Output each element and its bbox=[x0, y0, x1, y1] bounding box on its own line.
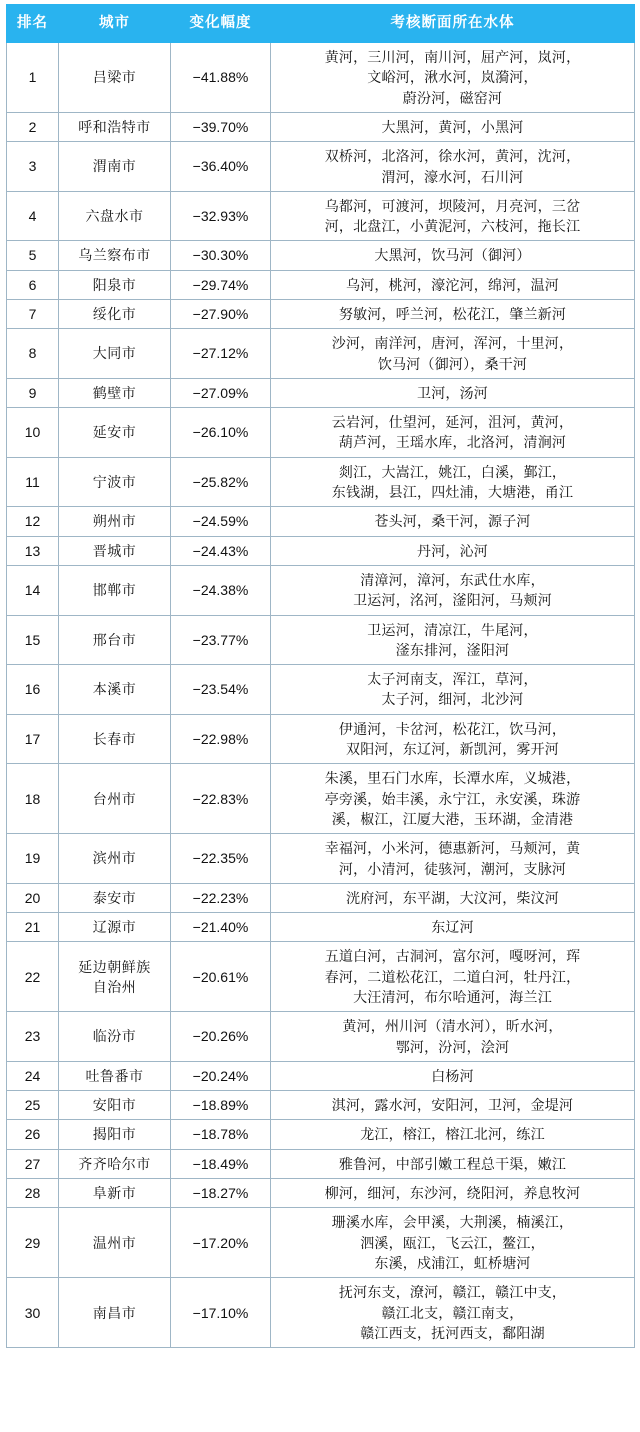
cell-change: −18.78% bbox=[171, 1120, 271, 1149]
table-row bbox=[7, 1061, 635, 1090]
cell-city: 呼和浩特市 bbox=[59, 112, 171, 141]
cell-change: −25.82% bbox=[171, 457, 271, 507]
cell-change: −27.09% bbox=[171, 378, 271, 407]
table-row bbox=[7, 834, 635, 884]
cell-change: −22.23% bbox=[171, 883, 271, 912]
cell-change: −32.93% bbox=[171, 191, 271, 241]
cell-rank: 27 bbox=[7, 1149, 59, 1178]
table-row bbox=[7, 1091, 635, 1120]
cell-water-body: 云岩河，仕望河，延河，沮河，黄河， 葫芦河，王瑶水库，北洛河，清涧河 bbox=[271, 408, 635, 458]
cell-change: −21.40% bbox=[171, 913, 271, 942]
table-row bbox=[7, 665, 635, 715]
cell-change: −30.30% bbox=[171, 241, 271, 270]
cell-change: −20.26% bbox=[171, 1012, 271, 1062]
cell-change: −20.61% bbox=[171, 942, 271, 1012]
table-row bbox=[7, 942, 635, 1012]
water-quality-rank-table bbox=[6, 4, 635, 1348]
cell-rank: 24 bbox=[7, 1061, 59, 1090]
cell-city: 吐鲁番市 bbox=[59, 1061, 171, 1090]
table-row bbox=[7, 615, 635, 665]
cell-city: 长春市 bbox=[59, 714, 171, 764]
cell-water-body: 卫河，汤河 bbox=[271, 378, 635, 407]
cell-water-body: 沙河，南洋河，唐河，浑河，十里河， 饮马河（御河），桑干河 bbox=[271, 329, 635, 379]
cell-rank: 18 bbox=[7, 764, 59, 834]
cell-change: −26.10% bbox=[171, 408, 271, 458]
column-header-change: 变化幅度 bbox=[171, 5, 271, 43]
cell-rank: 13 bbox=[7, 536, 59, 565]
cell-city: 温州市 bbox=[59, 1208, 171, 1278]
cell-change: −24.38% bbox=[171, 565, 271, 615]
cell-change: −18.89% bbox=[171, 1091, 271, 1120]
table-row bbox=[7, 241, 635, 270]
cell-change: −24.59% bbox=[171, 507, 271, 536]
table-row bbox=[7, 714, 635, 764]
table-row bbox=[7, 565, 635, 615]
cell-rank: 28 bbox=[7, 1179, 59, 1208]
cell-water-body: 珊溪水库，会甲溪，大荆溪，楠溪江， 泗溪，瓯江，飞云江，鳌江， 东溪，戍浦江，虹桥塘河 bbox=[271, 1208, 635, 1278]
cell-water-body: 五道白河，古洞河，富尔河，嘎呀河，珲 春河，二道松花江，二道白河，牡丹江， 大汪清河，布尔哈通河，海兰江 bbox=[271, 942, 635, 1012]
cell-change: −41.88% bbox=[171, 43, 271, 113]
table-row bbox=[7, 507, 635, 536]
cell-city: 晋城市 bbox=[59, 536, 171, 565]
table-row bbox=[7, 1149, 635, 1178]
cell-city: 揭阳市 bbox=[59, 1120, 171, 1149]
cell-rank: 30 bbox=[7, 1278, 59, 1348]
cell-rank: 21 bbox=[7, 913, 59, 942]
cell-rank: 14 bbox=[7, 565, 59, 615]
table-row bbox=[7, 43, 635, 113]
cell-rank: 1 bbox=[7, 43, 59, 113]
cell-water-body: 朱溪，里石门水库，长潭水库，义城港， 亭旁溪，始丰溪，永宁江，永安溪，珠游 溪，椒江，江厦大港，玉环湖，金清港 bbox=[271, 764, 635, 834]
cell-rank: 9 bbox=[7, 378, 59, 407]
table-row bbox=[7, 142, 635, 192]
table-row bbox=[7, 1012, 635, 1062]
cell-rank: 20 bbox=[7, 883, 59, 912]
cell-change: −22.83% bbox=[171, 764, 271, 834]
cell-water-body: 抚河东支，潦河，赣江，赣江中支， 赣江北支，赣江南支， 赣江西支，抚河西支，鄱阳湖 bbox=[271, 1278, 635, 1348]
cell-city: 延安市 bbox=[59, 408, 171, 458]
cell-city: 齐齐哈尔市 bbox=[59, 1149, 171, 1178]
cell-water-body: 白杨河 bbox=[271, 1061, 635, 1090]
cell-change: −29.74% bbox=[171, 270, 271, 299]
table-row bbox=[7, 408, 635, 458]
cell-city: 邯郸市 bbox=[59, 565, 171, 615]
cell-water-body: 大黑河，黄河，小黑河 bbox=[271, 112, 635, 141]
table-header bbox=[7, 5, 635, 43]
cell-water-body: 大黑河，饮马河（御河） bbox=[271, 241, 635, 270]
cell-rank: 26 bbox=[7, 1120, 59, 1149]
table-body bbox=[7, 43, 635, 1348]
table-row bbox=[7, 191, 635, 241]
cell-city: 绥化市 bbox=[59, 299, 171, 328]
table-row bbox=[7, 536, 635, 565]
table-row bbox=[7, 1120, 635, 1149]
cell-change: −18.49% bbox=[171, 1149, 271, 1178]
cell-city: 阜新市 bbox=[59, 1179, 171, 1208]
cell-city: 本溪市 bbox=[59, 665, 171, 715]
cell-change: −18.27% bbox=[171, 1179, 271, 1208]
table-row bbox=[7, 299, 635, 328]
cell-water-body: 太子河南支，浑江，草河， 太子河，细河，北沙河 bbox=[271, 665, 635, 715]
table-header-row bbox=[7, 5, 635, 43]
cell-city: 阳泉市 bbox=[59, 270, 171, 299]
cell-city: 邢台市 bbox=[59, 615, 171, 665]
cell-water-body: 卫运河，清凉江，牛尾河， 滏东排河，滏阳河 bbox=[271, 615, 635, 665]
table-row bbox=[7, 1208, 635, 1278]
cell-change: −23.77% bbox=[171, 615, 271, 665]
cell-city: 大同市 bbox=[59, 329, 171, 379]
column-header-water-body: 考核断面所在水体 bbox=[271, 5, 635, 43]
cell-city: 吕梁市 bbox=[59, 43, 171, 113]
cell-water-body: 剡江，大嵩江，姚江，白溪，鄞江， 东钱湖，县江，四灶浦，大塘港，甬江 bbox=[271, 457, 635, 507]
cell-city: 泰安市 bbox=[59, 883, 171, 912]
cell-water-body: 洸府河，东平湖，大汶河，柴汶河 bbox=[271, 883, 635, 912]
cell-city: 乌兰察布市 bbox=[59, 241, 171, 270]
cell-change: −24.43% bbox=[171, 536, 271, 565]
cell-rank: 5 bbox=[7, 241, 59, 270]
column-header-rank: 排名 bbox=[7, 5, 59, 43]
cell-rank: 16 bbox=[7, 665, 59, 715]
cell-water-body: 黄河，三川河，南川河，屈产河，岚河， 文峪河，湫水河，岚漪河， 蔚汾河，磁窑河 bbox=[271, 43, 635, 113]
cell-water-body: 龙江，榕江，榕江北河，练江 bbox=[271, 1120, 635, 1149]
cell-rank: 10 bbox=[7, 408, 59, 458]
table-row bbox=[7, 457, 635, 507]
cell-rank: 2 bbox=[7, 112, 59, 141]
cell-rank: 7 bbox=[7, 299, 59, 328]
cell-water-body: 黄河，州川河（清水河），昕水河， 鄂河，汾河，浍河 bbox=[271, 1012, 635, 1062]
cell-water-body: 乌都河，可渡河，坝陵河，月亮河，三岔 河，北盘江，小黄泥河，六枝河，拖长江 bbox=[271, 191, 635, 241]
cell-change: −17.10% bbox=[171, 1278, 271, 1348]
cell-rank: 17 bbox=[7, 714, 59, 764]
table-row bbox=[7, 913, 635, 942]
cell-water-body: 乌河，桃河，濠沱河，绵河，温河 bbox=[271, 270, 635, 299]
cell-water-body: 淇河，露水河，安阳河，卫河，金堤河 bbox=[271, 1091, 635, 1120]
table-row bbox=[7, 112, 635, 141]
table-row bbox=[7, 1179, 635, 1208]
cell-city: 延边朝鲜族 自治州 bbox=[59, 942, 171, 1012]
cell-rank: 6 bbox=[7, 270, 59, 299]
cell-rank: 4 bbox=[7, 191, 59, 241]
cell-city: 辽源市 bbox=[59, 913, 171, 942]
cell-change: −23.54% bbox=[171, 665, 271, 715]
cell-rank: 11 bbox=[7, 457, 59, 507]
cell-rank: 12 bbox=[7, 507, 59, 536]
cell-change: −36.40% bbox=[171, 142, 271, 192]
cell-water-body: 苍头河，桑干河，源子河 bbox=[271, 507, 635, 536]
table-row bbox=[7, 1278, 635, 1348]
cell-city: 台州市 bbox=[59, 764, 171, 834]
table-row bbox=[7, 329, 635, 379]
cell-rank: 3 bbox=[7, 142, 59, 192]
cell-city: 朔州市 bbox=[59, 507, 171, 536]
cell-city: 六盘水市 bbox=[59, 191, 171, 241]
cell-city: 滨州市 bbox=[59, 834, 171, 884]
cell-water-body: 伊通河，卡岔河，松花江，饮马河， 双阳河，东辽河，新凯河，雾开河 bbox=[271, 714, 635, 764]
cell-change: −27.12% bbox=[171, 329, 271, 379]
cell-water-body: 雅鲁河，中部引嫩工程总干渠，嫩江 bbox=[271, 1149, 635, 1178]
cell-change: −22.98% bbox=[171, 714, 271, 764]
cell-water-body: 东辽河 bbox=[271, 913, 635, 942]
cell-rank: 22 bbox=[7, 942, 59, 1012]
table-row bbox=[7, 270, 635, 299]
cell-city: 宁波市 bbox=[59, 457, 171, 507]
cell-water-body: 双桥河，北洛河，徐水河，黄河，沈河， 渭河，濠水河，石川河 bbox=[271, 142, 635, 192]
cell-rank: 8 bbox=[7, 329, 59, 379]
cell-change: −22.35% bbox=[171, 834, 271, 884]
cell-city: 安阳市 bbox=[59, 1091, 171, 1120]
table-row bbox=[7, 764, 635, 834]
cell-water-body: 清漳河，漳河，东武仕水库， 卫运河，洺河，滏阳河，马颊河 bbox=[271, 565, 635, 615]
cell-city: 鹤壁市 bbox=[59, 378, 171, 407]
column-header-city: 城市 bbox=[59, 5, 171, 43]
cell-city: 渭南市 bbox=[59, 142, 171, 192]
cell-rank: 23 bbox=[7, 1012, 59, 1062]
cell-city: 南昌市 bbox=[59, 1278, 171, 1348]
cell-city: 临汾市 bbox=[59, 1012, 171, 1062]
cell-change: −39.70% bbox=[171, 112, 271, 141]
table-row bbox=[7, 378, 635, 407]
cell-rank: 29 bbox=[7, 1208, 59, 1278]
cell-rank: 15 bbox=[7, 615, 59, 665]
cell-water-body: 努敏河，呼兰河，松花江，肇兰新河 bbox=[271, 299, 635, 328]
cell-change: −20.24% bbox=[171, 1061, 271, 1090]
cell-water-body: 柳河，细河，东沙河，绕阳河，养息牧河 bbox=[271, 1179, 635, 1208]
cell-change: −27.90% bbox=[171, 299, 271, 328]
cell-rank: 25 bbox=[7, 1091, 59, 1120]
cell-water-body: 丹河，沁河 bbox=[271, 536, 635, 565]
cell-water-body: 幸福河，小米河，德惠新河，马颊河，黄 河，小清河，徒骇河，潮河，支脉河 bbox=[271, 834, 635, 884]
cell-rank: 19 bbox=[7, 834, 59, 884]
cell-change: −17.20% bbox=[171, 1208, 271, 1278]
table-row bbox=[7, 883, 635, 912]
